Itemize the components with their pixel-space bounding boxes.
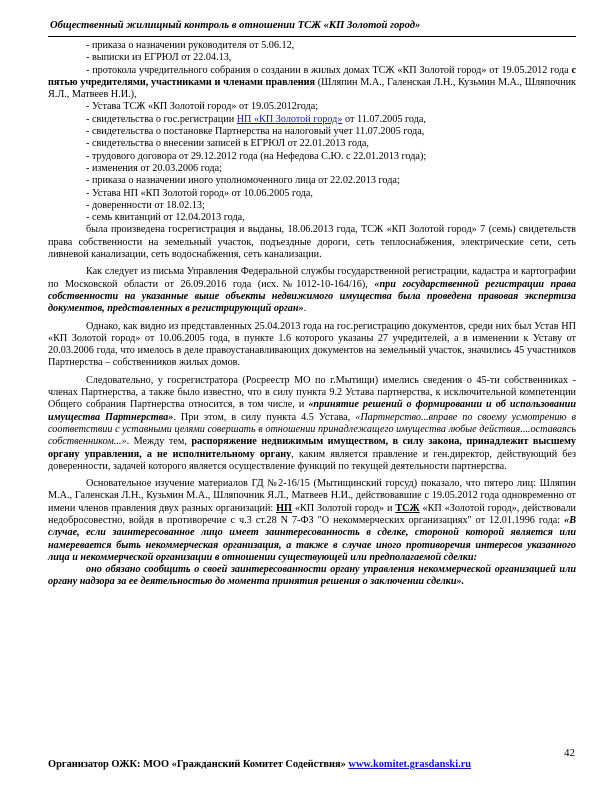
list-item: - трудового договора от 29.12.2012 года (на Нефедова С.Ю. с 22.01.2013 года); [86, 150, 427, 162]
page-number: 42 [564, 747, 575, 759]
footer-label: Организатор ОЖК: МОО «Гражданский Комитет Содействия» [48, 759, 349, 770]
bold-span: с пятью учредителями, участниками и членами правления [48, 64, 576, 88]
text-span: от 11.07.2005 года, [342, 113, 426, 125]
underlined-span: НП «КП Золотой город» [236, 113, 343, 125]
text-span: Основательное изучение материалов ГД №2-16/15 (Мытищинский горсуд) показало, что пятеро лиц: Шляпин М.А., Галенская Л.Н., Кузьмин М.А., Шляпочник Я.Л., Матвеев Н.И., действовавшие с 19.05.2012 года одновременно от имени членов правления двух разных организаций: [48, 478, 576, 514]
underlined-bold-span: НП [276, 502, 292, 514]
text-span: «КП «Золотой город», действовали недобросовестно, войдя в противоречие с ч.3 ст.28 N 7-ФЗ "О некоммерческих организациях" от 12.01.1996 года: [48, 502, 577, 526]
list-item-protocol [48, 65, 576, 102]
text-span: - свидетельства о гос.регистрации [86, 113, 237, 125]
text-span: «КП Золотой город» и [291, 502, 396, 514]
quote-span: «принятие решений о формировании и об использовании имущества Партнерства» [48, 399, 576, 423]
list-item: - приказа о назначении руководителя от 5.06.12, [86, 40, 295, 51]
list-item: - семь квитанций от 12.04.2013 года, [86, 212, 245, 224]
paragraph-registration: была произведена госрегистрация и выданы, 18.06.2013 года, ТСЖ «КП Золотой город» 7 (семь) свидетельств права собственности на земельный участок, подъездные дороги, сеть теплоснабжения, электрические сети, сеть ливневой канализации, сеть водоснабжения, сеть канализации. [48, 224, 576, 261]
document-body [48, 40, 576, 589]
page-header: Общественный жилищный контроль в отношении ТСЖ «КП Золотой город» [50, 20, 421, 31]
list-item-cert [48, 114, 576, 126]
text-span: , каким является правление и ген.директор, действующий без доверенности, задачей которого является осуществление функций по текущей деятельности партнерства. [48, 448, 576, 472]
paragraph-study [48, 478, 576, 564]
text-span: - протокола учредительного собрания о создании в жилых домах ТСЖ «КП Золотой город» от 19.05.2012 года [86, 64, 572, 76]
text-span: . [303, 303, 307, 315]
text-span: Следовательно, у госрегистратора (Росреестр МО по г.Мытищи) имелись сведения о 45-ти собственниках - членах Партнерства, а также было известно, что в силу пункта 9.2 Устава партнерства, к исключительной компетенции Общего собрания Партнерства относится, в том числе, и [48, 374, 576, 411]
paragraph-owners [48, 375, 576, 473]
list-item: - Устава ТСЖ «КП Золотой город» от 19.05.2012года; [86, 101, 319, 113]
text-span: Как следует из письма Управления Федеральной службы государственной регистрации, кадастра и картографии по Московской области от 26.09.2016 года (исх.№1012-10-164/16), [48, 266, 576, 290]
quote-span: «при государственной регистрации права собственности на указанные выше объекты недвижимого имущества была проведена правовая экспертиза документов, представленных в регистрирующий орган» [48, 278, 576, 315]
bold-span: распоряжение недвижимым имуществом, в силу закона, принадлежит высшему органу управления, а не исполнительному органу [48, 436, 576, 460]
text-span: . Между тем, [126, 436, 192, 448]
list-item: - приказа о назначении иного уполномоченного лица от 22.02.2013 года; [86, 175, 400, 187]
list-item: - Устава НП «КП Золотой город» от 10.06.2005 года, [86, 187, 313, 199]
list-item: - доверенности от 18.02.13; [86, 199, 205, 211]
list-item: - свидетельства о постановке Партнерства на налоговый учет 11.07.2005 года, [86, 126, 425, 138]
text-span: (Шляпин М.А., Галенская Л.Н., Кузьмин М.А., Шляпочник Я.Л., Матвеев Н.И.), [48, 76, 577, 101]
paragraph-letter [48, 266, 576, 315]
page-footer [48, 759, 576, 770]
paragraph-obliged: оно обязано сообщить о своей заинтересованности органу управления некоммерческой организацией или органу надзора за ее деятельностью до момента принятия решения о заключении сделки». [48, 564, 576, 588]
text-span: . При этом, в силу пункта 4.5 Устава, [173, 411, 356, 423]
quote-span: «В случае, если заинтересованное лицо имеет заинтересованность в сделке, стороной которой является или намеревается быть некоммерческая организация, а также в случае иного противоречия интересов указанного лица и некоммерческой организации в отношении существующей или предполагаемой сделки: [48, 514, 576, 563]
list-item: - свидетельства о внесении записей в ЕГРЮЛ от 22.01.2013 года, [86, 138, 369, 150]
footer-link[interactable]: www.komitet.grasdanski.ru [348, 759, 472, 770]
list-item: - выписки из ЕГРЮЛ от 22.04.13, [86, 52, 232, 64]
header-rule [48, 36, 576, 37]
italic-quote-span: «Партнерство...вправе по своему усмотрению в соответствии с уставными целями совершать в отношении принадлежащего имущества любые действия....оставаясь собственником...» [48, 411, 577, 448]
underlined-bold-span: ТСЖ [395, 502, 420, 514]
paragraph-documents: Однако, как видно из представленных 25.04.2013 года на гос.регистрацию документов, среди них был Устав НП «КП Золотой город» от 10.06.2005 года, в пункте 1.6 которого указаны 27 учредителей, а в изменении к Уставу от 20.03.2006 года, что имелось в деле правоустанавливающих документов на земельный участок, значились 45 участников Партнерства – собственников жилых домов. [48, 320, 576, 369]
list-item: - изменения от 20.03.2006 года; [86, 162, 222, 174]
